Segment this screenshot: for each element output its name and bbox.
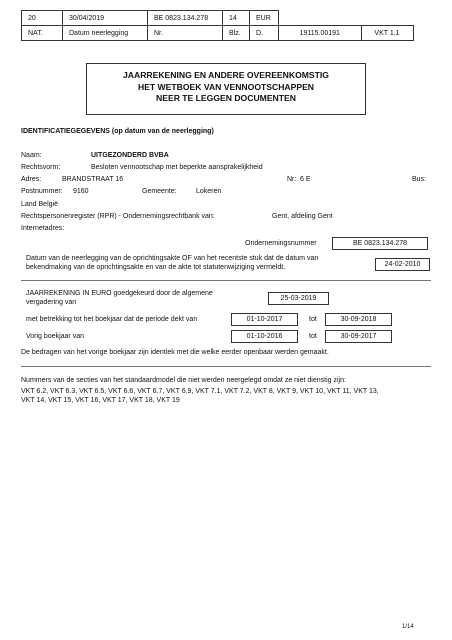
enterprise-number-box: BE 0823.134.278 bbox=[332, 237, 428, 250]
title-line-1: JAARREKENING EN ANDERE OVEREENKOMSTIG bbox=[123, 70, 329, 80]
deed-text-line-2: bekendmaking van de oprichtingsakte en van de akte tot statutenwijziging vermeldt. bbox=[26, 264, 286, 271]
header-row-2 bbox=[22, 26, 414, 41]
company-name: UITGEZONDERD BVBA bbox=[91, 152, 169, 159]
rpr-value: Gent, afdeling Gent bbox=[272, 213, 333, 220]
country-text: Land België bbox=[21, 201, 58, 208]
sections-list-line-1: VKT 6.2, VKT 6.3, VKT 6.5, VKT 6.6, VKT 6.7, VKT 6.9, VKT 7.1, VKT 7.2, VKT 8, VKT 9, VKT 10, VKT 11, VKT 13, bbox=[21, 388, 379, 395]
legal-form-value: Besloten vennootschap met beperkte aansprakelijkheid bbox=[91, 164, 263, 171]
previous-to-box: 30-09-2017 bbox=[325, 330, 392, 343]
address-label: Adres: bbox=[21, 176, 42, 183]
header-label-date: Datum neerlegging bbox=[63, 26, 148, 41]
approval-text-line-1: JAARREKENING IN EURO goedgekeurd door de algemene bbox=[26, 290, 213, 297]
house-nr-value: 6 E bbox=[300, 176, 311, 183]
house-nr-label: Nr: bbox=[287, 176, 297, 183]
divider-2 bbox=[21, 366, 431, 367]
divider-1 bbox=[21, 280, 431, 281]
header-label-nat: NAT. bbox=[22, 26, 63, 41]
title-line-3: NEER TE LEGGEN DOCUMENTEN bbox=[156, 93, 296, 103]
previous-from-box: 01-10-2016 bbox=[231, 330, 298, 343]
approval-date-box: 25-03-2019 bbox=[268, 292, 329, 305]
postal-label: Postnummer: bbox=[21, 188, 63, 195]
previous-year-label: Vorig boekjaar van bbox=[26, 333, 84, 340]
document-title-box bbox=[86, 63, 366, 115]
sections-intro: Nummers van de secties van het standaardmodel die niet werden neergelegd omdat ze niet dienstig zijn: bbox=[21, 377, 346, 384]
title-line-2: HET WETBOEK VAN VENNOOTSCHAPPEN bbox=[137, 81, 315, 92]
header-row-1 bbox=[22, 11, 414, 26]
name-label: Naam: bbox=[21, 152, 42, 159]
rpr-label: Rechtspersonenregister (RPR) - Ondernemingsrechtbank van: bbox=[21, 213, 215, 220]
header-vkt: VKT 1.1 bbox=[361, 26, 413, 41]
deed-text-line-1: Datum van de neerlegging van de oprichtingsakte OF van het recentste stuk dat de datum van bbox=[26, 255, 319, 262]
postal-value: 9160 bbox=[73, 188, 89, 195]
legal-form-label: Rechtsvorm: bbox=[21, 164, 61, 171]
header-cell-date: 30/04/2019 bbox=[63, 11, 148, 26]
period-label: met betrekking tot het boekjaar dat de periode dekt van bbox=[26, 316, 198, 323]
enterprise-number-label: Ondernemingsnummer bbox=[245, 240, 317, 247]
header-cell-number: BE 0823.134.278 bbox=[148, 11, 223, 26]
period-from-box: 01-10-2017 bbox=[231, 313, 298, 326]
header-cell-pages: 14 bbox=[223, 11, 250, 26]
header-cell-nat-code: 20 bbox=[22, 11, 63, 26]
municipality-label: Gemeente: bbox=[142, 188, 177, 195]
period-to-box: 30-09-2018 bbox=[325, 313, 392, 326]
header-ref-number: 19115.00191 bbox=[279, 26, 362, 41]
header-label-d: D. bbox=[250, 26, 279, 41]
bus-label: Bus: bbox=[412, 176, 427, 183]
identification-heading: IDENTIFICATIEGEGEVENS (op datum van de neerlegging) bbox=[21, 128, 214, 135]
approval-text-line-2: vergadering van bbox=[26, 299, 77, 306]
page-number: 1/14 bbox=[402, 624, 414, 630]
header-cell-currency: EUR bbox=[250, 11, 279, 26]
header-label-nr: Nr. bbox=[148, 26, 223, 41]
sections-list-line-2: VKT 14, VKT 15, VKT 16, VKT 17, VKT 18, VKT 19 bbox=[21, 397, 180, 404]
previous-tot-label: tot bbox=[309, 333, 317, 340]
internet-label: Internetadres: bbox=[21, 225, 65, 232]
identical-amounts-note: De bedragen van het vorige boekjaar zijn identiek met die welke eerder openbaar werden gemaakt. bbox=[21, 349, 329, 356]
municipality-value: Lokeren bbox=[196, 188, 222, 195]
header-label-blz: Blz. bbox=[223, 26, 250, 41]
deed-date-box: 24-02-2010 bbox=[375, 258, 430, 271]
header-table bbox=[21, 10, 414, 41]
address-value: BRANDSTRAAT 16 bbox=[62, 176, 124, 183]
period-tot-label: tot bbox=[309, 316, 317, 323]
